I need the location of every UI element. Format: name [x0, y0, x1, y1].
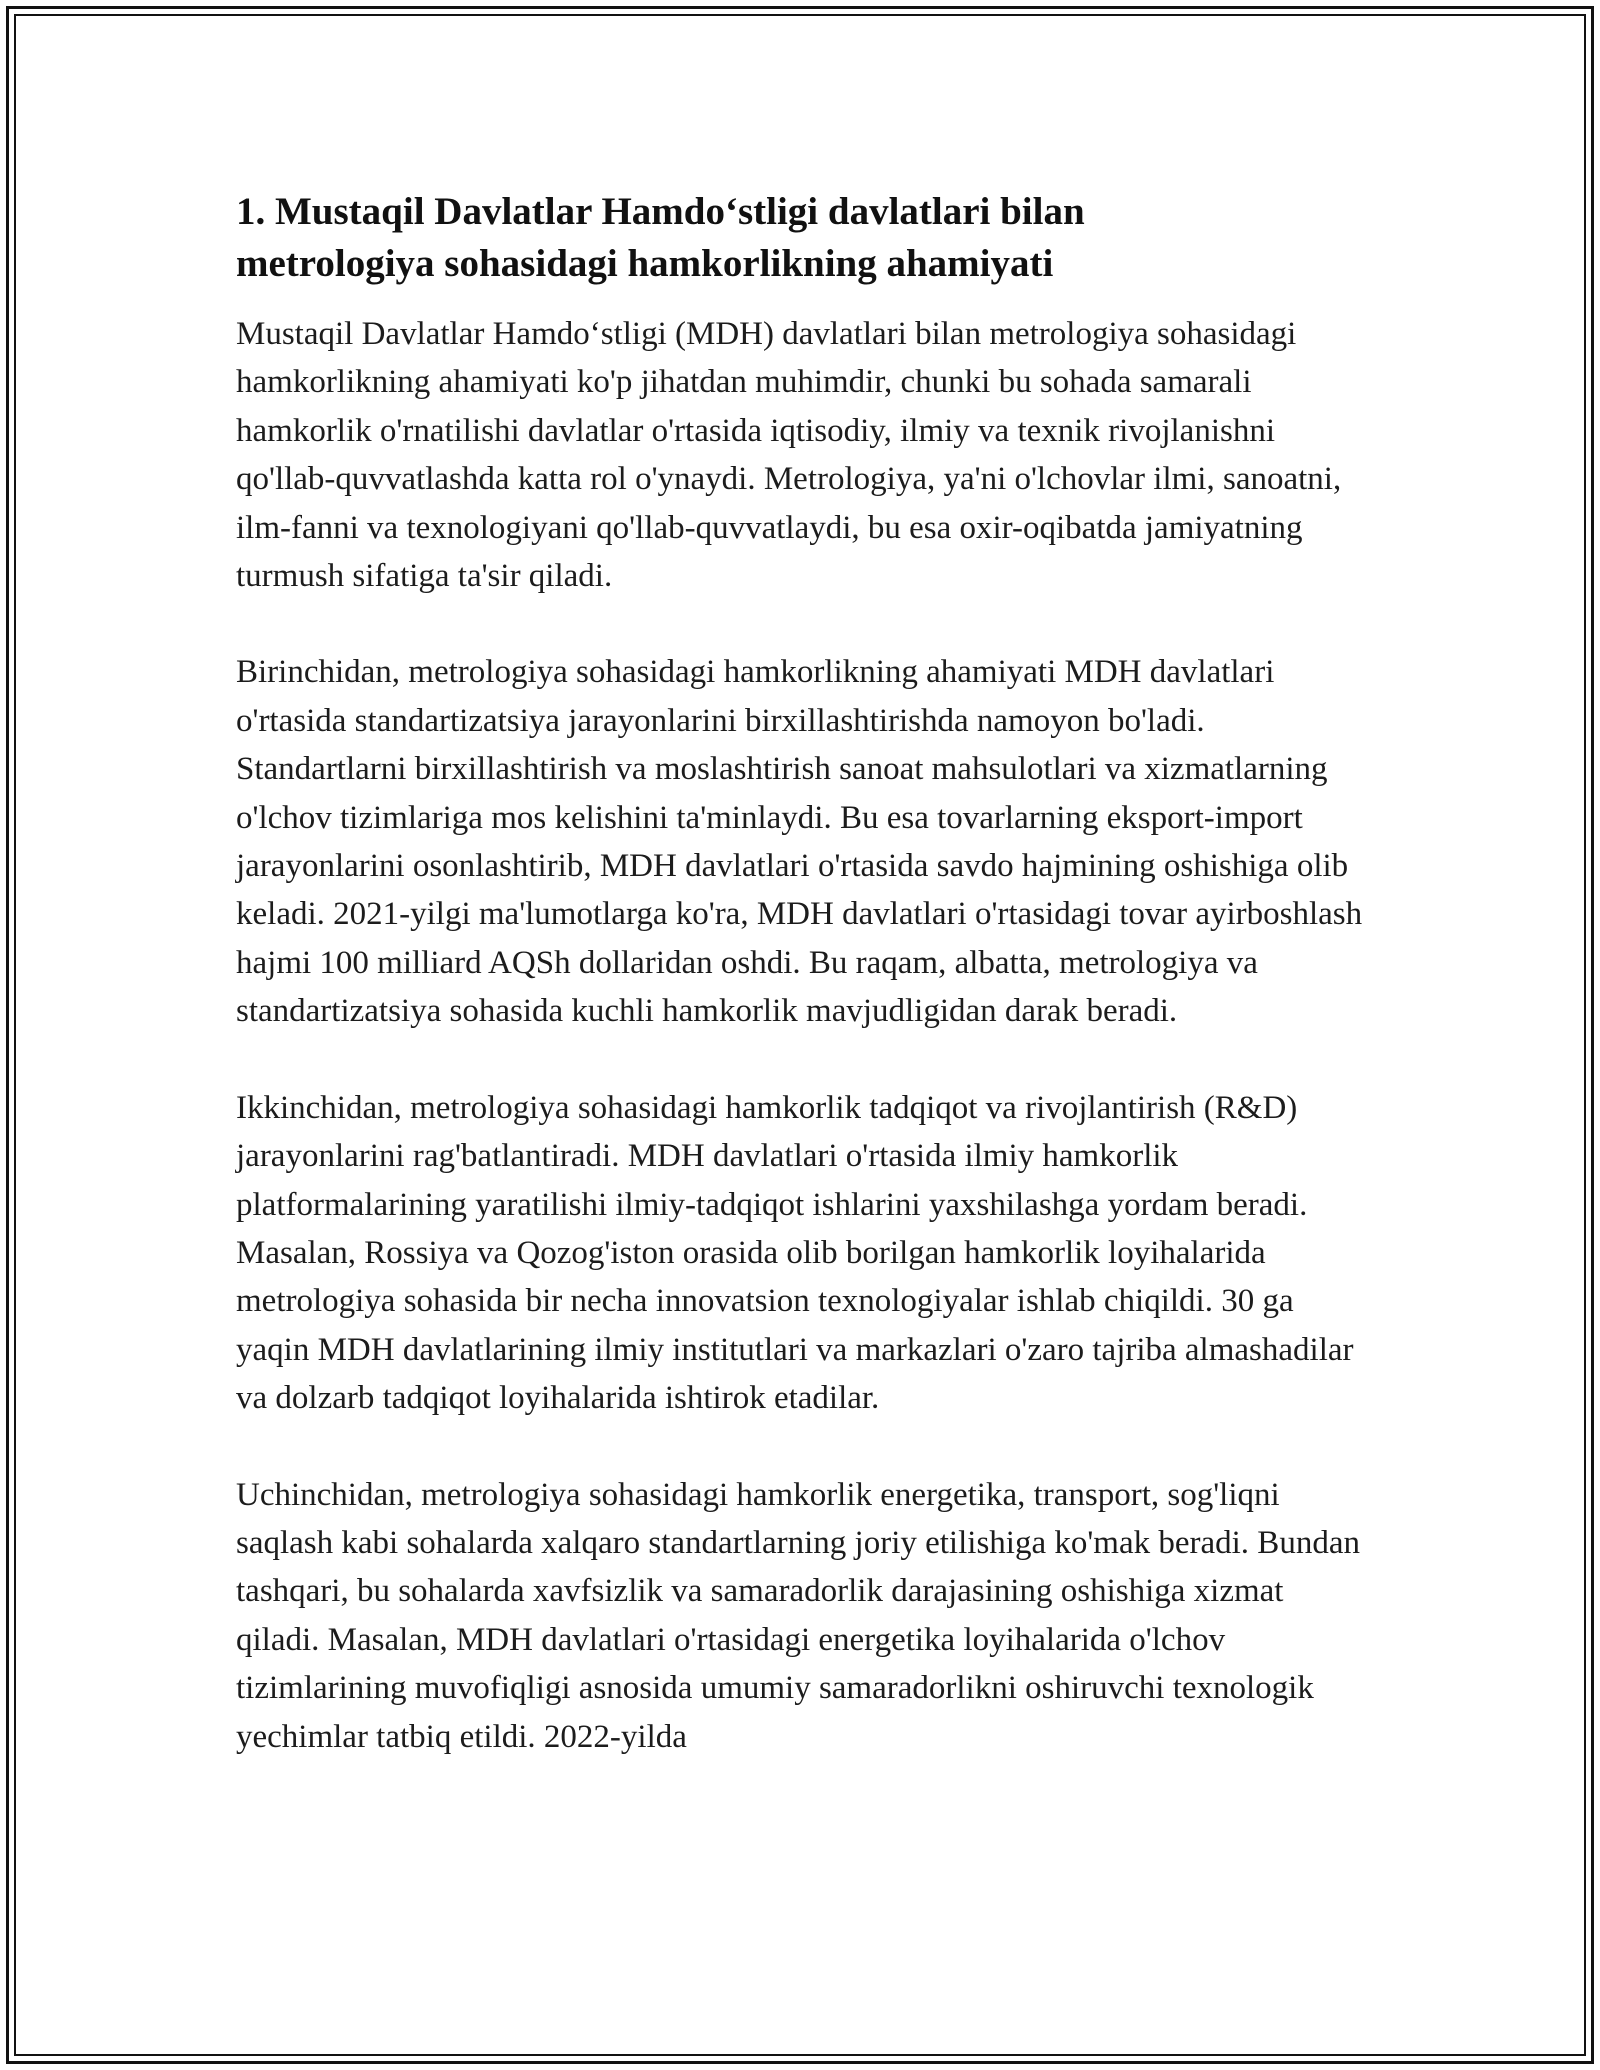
paragraph-first-point: Birinchidan, metrologiya sohasidagi hamkorlikning ahamiyati MDH davlatlari o'rtasida standartizatsiya jarayonlarini birxillashtirishda namoyon bo'ladi. Standartlarni birxillashtirish va moslashtirish sanoat mahsulotlari va xizmatlarning o'lchov tizimlariga mos kelishini ta'minlaydi. Bu esa tovarlarning eksport-import jarayonlarini osonlashtirib, MDH davlatlari o'rtasida savdo hajmining oshishiga olib keladi. 2021-yilgi ma'lumotlarga ko'ra, MDH davlatlari o'rtasidagi tovar ayirboshlash hajmi 100 milliard AQSh dollaridan oshdi. Bu raqam, albatta, metrologiya va standartizatsiya sohasida kuchli hamkorlik mavjudligidan darak beradi.: [236, 654, 1363, 1030]
paragraph-intro: Mustaqil Davlatlar Hamdo‘stligi (MDH) davlatlari bilan metrologiya sohasidagi hamkorlikning ahamiyati ko'p jihatdan muhimdir, chunki bu sohada samarali hamkorlik o'rnatilishi davlatlar o'rtasida iqtisodiy, ilmiy va texnik rivojlanishni qo'llab-quvvatlashda katta rol o'ynaydi. Metrologiya, ya'ni o'lchovlar ilmi, sanoatni, ilm-fanni va texnologiyani qo'llab-quvvatlaydi, bu esa oxir-oqibatda jamiyatning turmush sifatiga ta'sir qiladi.: [236, 316, 1342, 595]
heading-line-1: 1. Mustaqil Davlatlar Hamdo‘stligi davlatlari bilan: [236, 190, 1085, 233]
paragraph-second-point: Ikkinchidan, metrologiya sohasidagi hamkorlik tadqiqot va rivojlantirish (R&D) jarayonlarini rag'batlantiradi. MDH davlatlari o'rtasida ilmiy hamkorlik platformalarining yaratilishi ilmiy-tadqiqot ishlarini yaxshilashga yordam beradi. Masalan, Rossiya va Qozog'iston orasida olib borilgan hamkorlik loyihalarida metrologiya sohasida bir necha innovatsion texnologiyalar ishlab chiqildi. 30 ga yaqin MDH davlatlarining ilmiy institutlari va markazlari o'zaro tajriba almashadilar va dolzarb tadqiqot loyihalarida ishtirok etadilar.: [236, 1089, 1354, 1417]
document-body: [236, 186, 1366, 1809]
paragraph-third-point: Uchinchidan, metrologiya sohasidagi hamkorlik energetika, transport, sog'liqni saqlash kabi sohalarda xalqaro standartlarning joriy etilishiga ko'mak beradi. Bundan tashqari, bu sohalarda xavfsizlik va samaradorlik darajasining oshishiga xizmat qiladi. Masalan, MDH davlatlari o'rtasidagi energetika loyihalarida o'lchov tizimlarining muvofiqligi asnosida umumiy samaradorlikni oshiruvchi texnologik yechimlar tatbiq etildi. 2022-yilda: [236, 1476, 1360, 1755]
section-heading: [236, 186, 1366, 290]
heading-line-2: metrologiya sohasidagi hamkorlikning ahamiyati: [236, 242, 1054, 285]
